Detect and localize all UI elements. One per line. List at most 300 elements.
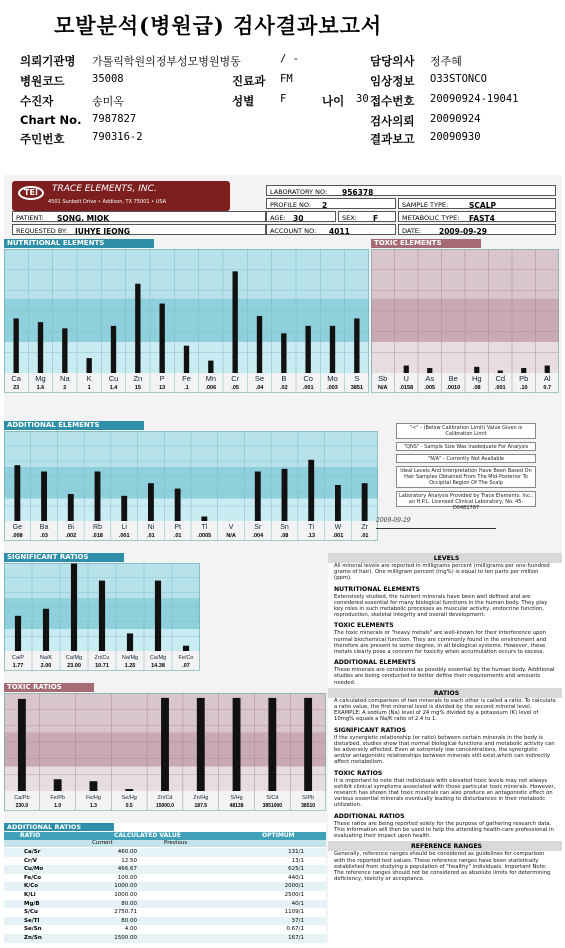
sex-label: 성별 xyxy=(232,94,255,108)
category-label: Se xyxy=(254,374,265,383)
bar-na xyxy=(62,328,67,373)
previous-column-header: Previous xyxy=(164,840,188,846)
chart-number-value: 7987827 xyxy=(92,113,137,125)
metabolic-box xyxy=(398,211,556,222)
table-row xyxy=(4,891,326,900)
bar-fe xyxy=(184,346,189,373)
bar-ni xyxy=(148,483,154,521)
bar-cr xyxy=(232,271,237,373)
category-label: Ca/P xyxy=(11,655,25,661)
age-label: 나이 xyxy=(322,94,345,108)
bar-se-hg xyxy=(125,789,133,791)
lab-report xyxy=(4,175,562,945)
value-label: 14.38 xyxy=(151,663,165,669)
value-label: 1.4 xyxy=(109,385,118,391)
bar-s-pb xyxy=(304,698,312,791)
significant-ratios-chart xyxy=(4,553,200,677)
additional-elements-title: ADDITIONAL ELEMENTS xyxy=(4,421,144,430)
category-label: U xyxy=(403,374,409,383)
age-box xyxy=(266,211,336,222)
bar-s-cd xyxy=(268,698,276,791)
value-label: 23 xyxy=(13,385,20,391)
bar-pt xyxy=(175,489,181,521)
ratio-cell: Ca/Sr xyxy=(24,849,41,855)
sex-box xyxy=(338,211,396,222)
lab-address: 4501 Sunbelt Drive • Addison, TX 75001 • USA xyxy=(48,199,167,205)
value-label: .08 xyxy=(280,533,289,539)
requested-by-label: REQUESTED BY: xyxy=(16,227,68,235)
bar-zr xyxy=(362,483,368,521)
sex-value: F xyxy=(280,93,287,105)
department-value: FM xyxy=(280,73,293,85)
category-label: Sn xyxy=(280,524,289,531)
category-label: Li xyxy=(121,524,127,531)
chart-number-label: Chart No. xyxy=(20,113,82,127)
value-label: N/A xyxy=(226,533,236,539)
category-label: Ti xyxy=(308,524,315,531)
value-label: 187.5 xyxy=(194,803,208,809)
current-cell: 1000.00 xyxy=(114,883,137,890)
bar-s xyxy=(354,318,359,373)
value-label: .10 xyxy=(519,385,528,391)
category-label: Sb xyxy=(378,374,388,383)
value-label: .0005 xyxy=(197,533,212,539)
bar-rb xyxy=(95,472,101,522)
bar-ca-p xyxy=(15,616,21,651)
category-label: Zr xyxy=(361,524,368,531)
value-label: .01 xyxy=(147,533,155,539)
nutritional-elements-title: NUTRITIONAL ELEMENTS xyxy=(4,239,154,248)
bar-ba xyxy=(41,472,47,522)
additional-elements-chart xyxy=(4,421,378,547)
bar-fe-pb xyxy=(54,779,62,791)
value-label: .006 xyxy=(205,385,217,391)
date-label: DATE: xyxy=(402,227,422,235)
bar-mg xyxy=(38,322,43,373)
ratio-cell: Fe/Co xyxy=(24,874,42,881)
value-label: 23.00 xyxy=(67,663,81,669)
requesting-institution-value: 가톨릭학원의정부성모병원병동 xyxy=(92,55,241,68)
value-label: 13 xyxy=(159,385,166,391)
clinical-info-value: O33STONCO xyxy=(430,73,487,85)
category-label: Al xyxy=(543,374,551,383)
category-label: Cu xyxy=(108,374,119,383)
category-label: Ca xyxy=(11,374,21,383)
bar-ca-mg xyxy=(155,581,161,651)
bar-zn-cd xyxy=(161,698,169,791)
value-label: .05 xyxy=(231,385,239,391)
optimum-cell: 2000/1 xyxy=(284,883,304,890)
clinical-info-label: 임상정보 xyxy=(370,74,415,88)
bar-mn xyxy=(208,361,213,373)
category-label: Be xyxy=(448,374,458,383)
value-label: 1.6 xyxy=(36,385,45,391)
toxic-ratios-title: TOXIC RATIOS xyxy=(4,683,94,692)
value-label: 2 xyxy=(63,385,67,391)
bar-b xyxy=(281,333,286,373)
section-title: TOXIC ELEMENTS xyxy=(334,622,394,630)
qns-note: "QNS" - Sample Size Was Inadequate For Analysis xyxy=(396,442,536,451)
resident-number-value: 790316-2 xyxy=(92,131,143,143)
optimum-cell: 0.67/1 xyxy=(286,926,304,933)
optimum-cell: 37/1 xyxy=(291,917,304,924)
bar-fe-hg xyxy=(90,781,98,791)
category-label: As xyxy=(425,374,435,383)
bar-k xyxy=(86,358,91,373)
section-body: A calculated comparison of two minerals to each other is called a ratio. To calculate a ratio value, the first mineral level is divided by the second mineral level. EXAMPLE: A sodium (Na) level of 24 mg% divided by a potassium (K) level of 10mg% equals a Na/K ratio of 2.4 to 1. xyxy=(334,697,556,723)
value-label: 1 xyxy=(87,385,91,391)
nutritional-elements-plot xyxy=(4,249,369,399)
table-row xyxy=(4,848,326,857)
table-row xyxy=(4,934,326,943)
value-label: 230.0 xyxy=(15,803,29,809)
metabolic-type-label: METABOLIC TYPE: xyxy=(402,214,460,222)
date-box xyxy=(398,224,556,235)
bar-co xyxy=(305,326,310,373)
category-label: S/Cd xyxy=(266,795,279,801)
category-label: Na/K xyxy=(39,655,53,661)
value-label: .01 xyxy=(173,533,182,539)
optimum-cell: 167/1 xyxy=(288,935,304,941)
bar-fe-co xyxy=(183,646,189,651)
category-label: K xyxy=(86,374,92,383)
requested-by-value: JUHYE JEONG xyxy=(75,227,131,235)
category-label: Mo xyxy=(327,374,338,383)
report-age-label: AGE: xyxy=(270,214,286,222)
report-date-value: 20090930 xyxy=(430,131,481,143)
patient-name-label: PATIENT: xyxy=(16,214,44,222)
category-label: Rb xyxy=(93,524,102,531)
section-body: It is important to note that individuals with elevated toxic levels may not always exhibit clinical symptoms associated with those particular toxic minerals. However, research has shown that toxic minerals can also produce an antagonistic effect on various essential minerals eventually leading to disturbances in their metabolic utilization. xyxy=(334,777,556,809)
category-label: V xyxy=(228,524,234,531)
additional-ratios-rows xyxy=(4,848,326,944)
category-label: Ni xyxy=(147,524,155,531)
ratio-cell: Cu/Mo xyxy=(24,866,44,873)
additional-elements-plot xyxy=(4,431,378,547)
bar-ca xyxy=(13,318,18,373)
value-label: .008 xyxy=(11,533,23,539)
significant-ratios-plot xyxy=(4,563,200,677)
sample-type-value: SCALP xyxy=(469,201,496,209)
ratio-column-header: RATIO xyxy=(20,832,41,839)
value-label: .01 xyxy=(360,533,369,539)
ratio-cell: K/Co xyxy=(24,883,39,890)
value-label: .04 xyxy=(255,385,264,391)
below-calibration-note: "<" - (Below Calibration Limit) Value Given is Calibration Limit xyxy=(396,423,536,439)
header-row-4 xyxy=(0,113,565,131)
report-age-value: 30 xyxy=(293,214,304,222)
patient-label: 수진자 xyxy=(20,94,54,108)
bar-al xyxy=(545,366,550,373)
section-body: All mineral levels are reported in milligrams percent (milligrams per one-hundred grams of hair). One milligram percent (mg%) is equal to ten parts per million (ppm). xyxy=(334,563,550,582)
value-label: .0010 xyxy=(446,385,461,391)
patient-value: 송미옥 xyxy=(92,95,124,108)
current-cell: 2750.71 xyxy=(114,909,137,916)
category-label: Cd xyxy=(495,374,506,383)
category-label: Zn xyxy=(133,374,143,383)
date-value: 2009-09-29 xyxy=(439,227,487,235)
current-cell: 466.67 xyxy=(117,866,137,873)
section-title: TOXIC RATIOS xyxy=(334,769,383,777)
category-label: Mg xyxy=(35,374,46,383)
bar-ca-pb xyxy=(18,699,26,791)
value-label: 3851000 xyxy=(262,803,283,809)
report-sex-value: F xyxy=(373,214,379,222)
bar-tl xyxy=(201,517,207,522)
category-label: P xyxy=(159,374,165,383)
receipt-number-label: 접수번호 xyxy=(370,94,415,108)
value-label: 15 xyxy=(134,385,141,391)
report-date-label: 결과보고 xyxy=(370,132,415,146)
value-label: 3851 xyxy=(350,385,363,391)
lab-number-label: LABORATORY NO: xyxy=(270,188,328,196)
ratio-cell: Mg/B xyxy=(24,900,40,907)
ratio-cell: Zn/Sn xyxy=(24,935,42,941)
bar-ca-mg xyxy=(71,563,77,651)
category-label: Zn/Cu xyxy=(94,655,110,661)
category-label: Hg xyxy=(471,374,482,383)
category-label: Pb xyxy=(519,374,529,383)
additional-ratios-title: ADDITIONAL RATIOS xyxy=(4,823,114,831)
category-label: Ca/Pb xyxy=(14,795,30,801)
bar-as xyxy=(427,368,432,373)
value-label: 1.0 xyxy=(54,803,62,809)
toxic-elements-chart xyxy=(371,239,559,399)
current-cell: 4.00 xyxy=(124,926,137,933)
section-body: If the synergistic relationship (or ratio) between certain minerals in the body is disturbed, studies show that normal biological functions and metabolic activity can be adversely affected. Even at extremely low concentrations, the synergistic and/or antagonistic relationships between minerals still exist,which can indirectly affect metabolism. xyxy=(334,734,555,766)
bar-ti xyxy=(308,460,314,521)
optimum-column-header: OPTIMUM xyxy=(262,832,295,839)
bar-sr xyxy=(255,472,261,522)
profile-box xyxy=(266,198,396,209)
value-label: 0.7 xyxy=(543,385,552,391)
table-row xyxy=(4,874,326,883)
category-label: Na xyxy=(60,374,70,383)
bar-pb xyxy=(521,368,526,373)
section-title: SIGNIFICANT RATIOS xyxy=(334,726,407,734)
receipt-number-value: 20090924-19041 xyxy=(430,93,519,105)
category-label: S/Pb xyxy=(302,795,315,801)
significant-ratios-title: SIGNIFICANT RATIOS xyxy=(4,553,124,562)
table-row xyxy=(4,925,326,934)
current-cell: 100.00 xyxy=(117,874,137,881)
profile-value: 2 xyxy=(322,201,328,209)
category-label: Ca/Mg xyxy=(65,655,83,661)
section-title: NUTRITIONAL ELEMENTS xyxy=(334,585,420,593)
value-label: N/A xyxy=(378,385,388,391)
value-label: .13 xyxy=(307,533,316,539)
table-row xyxy=(4,882,326,891)
value-label: 38510 xyxy=(301,803,316,809)
age-value: 30 xyxy=(356,93,369,105)
requested-box xyxy=(12,224,266,235)
category-label: Fe/Hg xyxy=(85,795,101,801)
chart-band-high xyxy=(4,249,369,299)
bar-zn-cu xyxy=(99,581,105,651)
category-label: Fe/Co xyxy=(178,655,194,661)
profile-label: PROFILE NO: xyxy=(270,201,312,209)
department-label: 진료과 xyxy=(232,74,266,88)
bar-p xyxy=(159,304,164,373)
section-body: Extensively studied, the nutrient minerals have been well defined and are considered essential for many biological functions in the human body. They play key roles in such metabolic processes as muscular activity, endocrine function, reproduction, skeletal integrity and overall development. xyxy=(334,593,548,619)
optimum-cell: 13/1 xyxy=(291,857,304,864)
value-label: .005 xyxy=(424,385,436,391)
category-label: B xyxy=(281,374,287,383)
toxic-elements-title: TOXIC ELEMENTS xyxy=(371,239,481,248)
table-row xyxy=(4,857,326,866)
nutritional-elements-chart xyxy=(4,239,369,399)
section-body: Generally, reference ranges should be considered as guidelines for comparison with the reported test values. These reference ranges have been statistically established from studying a population of "healthy" individuals. Important Note: The reference ranges should not be considered as absolute limits for determining deficiency, toxicity or acceptance. xyxy=(334,851,551,883)
category-label: S xyxy=(354,374,360,383)
current-cell: 80.00 xyxy=(121,900,137,907)
account-label: ACCOUNT NO: xyxy=(270,227,317,235)
optimum-cell: 131/1 xyxy=(288,849,304,855)
chart-band-reference xyxy=(4,299,369,342)
optimum-cell: 1109/1 xyxy=(284,909,304,916)
value-label: 0.5 xyxy=(125,803,133,809)
value-label: .004 xyxy=(252,533,264,539)
additional-ratios-table xyxy=(4,823,326,945)
account-box xyxy=(266,224,396,235)
optimum-cell: 2500/1 xyxy=(284,892,304,898)
category-label: Ge xyxy=(12,524,23,531)
requesting-institution-label: 의뢰기관명 xyxy=(20,54,76,68)
account-value: 4011 xyxy=(329,227,350,235)
toxic-ratios-chart xyxy=(4,683,326,817)
category-label: Cr xyxy=(231,374,240,383)
category-label: Fe/Pb xyxy=(50,795,66,801)
sample-type-label: SAMPLE TYPE: xyxy=(402,201,449,209)
value-label: .08 xyxy=(472,385,481,391)
bar-zn-hg xyxy=(197,698,205,791)
lab-name: TRACE ELEMENTS, INC. xyxy=(52,184,157,194)
value-label: 1.77 xyxy=(12,663,24,669)
ratio-cell: Se/Tl xyxy=(24,917,40,924)
bar-sn xyxy=(282,469,288,521)
value-label: .07 xyxy=(182,663,190,669)
sample-type-box xyxy=(398,198,556,209)
section-title: LEVELS xyxy=(328,553,562,563)
optimum-cell: 625/1 xyxy=(288,866,304,873)
value-label: .1 xyxy=(184,385,189,391)
table-row xyxy=(4,865,326,874)
patient-name-value: SONG, MIOK xyxy=(57,214,110,222)
value-label: .02 xyxy=(280,385,288,391)
category-label: Ca/Mg xyxy=(149,655,167,661)
report-title: 모발분석(병원급) 검사결과보고서 xyxy=(54,13,383,38)
report-sex-label: SEX: xyxy=(342,214,357,222)
request-date-value: 20090924 xyxy=(430,113,481,125)
category-label: Bi xyxy=(67,524,74,531)
ratio-cell: Cr/V xyxy=(24,857,38,864)
signature-date: 2009-09-29 xyxy=(376,517,496,529)
section-title: ADDITIONAL ELEMENTS xyxy=(334,659,416,667)
bar-zn xyxy=(135,284,140,373)
value-label: 2.00 xyxy=(40,663,52,669)
section-title: ADDITIONAL RATIOS xyxy=(334,812,405,820)
resident-number-label: 주민번호 xyxy=(20,132,65,146)
hospital-code-label: 병원코드 xyxy=(20,74,65,88)
current-cell: 12.50 xyxy=(121,857,137,864)
bar-ge xyxy=(14,465,20,521)
optimum-cell: 440/1 xyxy=(288,874,304,881)
category-label: Zn/Cd xyxy=(157,795,173,801)
toxic-elements-plot xyxy=(371,249,559,399)
value-label: 1.3 xyxy=(89,803,97,809)
category-label: Mn xyxy=(205,374,217,383)
ratio-cell: Se/Sn xyxy=(24,926,42,933)
interpretation-text xyxy=(328,553,562,945)
ratio-cell: K/Li xyxy=(24,892,36,898)
category-label: Na/Mg xyxy=(121,655,139,661)
additional-ratios-columns xyxy=(4,832,326,840)
value-label: .002 xyxy=(65,533,77,539)
value-label: .003 xyxy=(327,385,338,391)
ward-value: / - xyxy=(280,53,299,65)
category-label: Fe xyxy=(182,374,191,383)
na-note: "N/A" - Currently Not Available xyxy=(396,454,536,463)
value-label: .001 xyxy=(118,533,130,539)
section-body: The toxic minerals or "heavy metals" are well-known for their interference upon normal biochemical function. They are commonly found in the environment and therefore are present to some degree, in all biological systems. However, these metals clearly pose a concern for toxicity when accumulation occurs to excess. xyxy=(334,630,547,656)
header-row-5 xyxy=(0,131,565,149)
physician-value: 정주혜 xyxy=(430,55,462,68)
lab-number-box xyxy=(266,185,556,196)
section-body: These ratios are being reported solely for the purpose of gathering research data. This information will then be used to help the attending health-care professional in evaluating their impact upon health. xyxy=(334,820,554,840)
bar-se xyxy=(257,316,262,373)
toxic-ratios-plot xyxy=(4,693,326,817)
metabolic-type-value: FAST4 xyxy=(469,214,495,222)
table-row xyxy=(4,900,326,909)
category-label: Zn/Hg xyxy=(193,795,209,801)
category-label: Co xyxy=(303,374,313,383)
current-cell: 460.00 xyxy=(117,849,137,855)
bar-na-mg xyxy=(127,633,133,651)
header-row-3 xyxy=(0,93,565,111)
value-label: .03 xyxy=(40,533,48,539)
category-label: S/Hg xyxy=(230,795,243,801)
ratio-cell: S/Cu xyxy=(24,909,38,916)
value-label: 10.71 xyxy=(95,663,109,669)
current-cell: 1500.00 xyxy=(114,935,137,941)
bar-hg xyxy=(474,367,479,373)
hospital-code-value: 35008 xyxy=(92,73,124,85)
section-body: These minerals are considered as possibly essential by the human body. Additional studies are being conducted to better define their requirements and amounts needed. xyxy=(334,667,555,686)
category-label: Sr xyxy=(254,524,262,531)
additional-ratios-subheader xyxy=(4,840,326,847)
optimum-cell: 40/1 xyxy=(291,900,304,907)
tei-logo-icon: TEI xyxy=(18,186,44,200)
category-label: Pt xyxy=(174,524,181,531)
lab-logo xyxy=(12,181,230,211)
value-label: .0158 xyxy=(399,385,414,391)
lab-number-value: 956378 xyxy=(342,188,374,196)
bar-s-hg xyxy=(233,698,241,791)
bar-bi xyxy=(68,494,74,521)
value-label: 15000.0 xyxy=(155,803,175,809)
section-title: REFERENCE RANGES xyxy=(328,841,562,851)
section-title: RATIOS xyxy=(328,688,562,698)
patient-box xyxy=(12,211,266,222)
value-label: 48138 xyxy=(229,803,244,809)
bar-u xyxy=(404,366,409,373)
current-column-header: Current xyxy=(92,840,113,846)
physician-label: 담당의사 xyxy=(370,54,415,68)
bar-cd xyxy=(498,371,503,373)
category-label: Se/Hg xyxy=(121,795,137,801)
request-date-label: 검사의뢰 xyxy=(370,114,415,128)
category-label: W xyxy=(334,524,342,531)
category-label: Tl xyxy=(201,524,208,531)
